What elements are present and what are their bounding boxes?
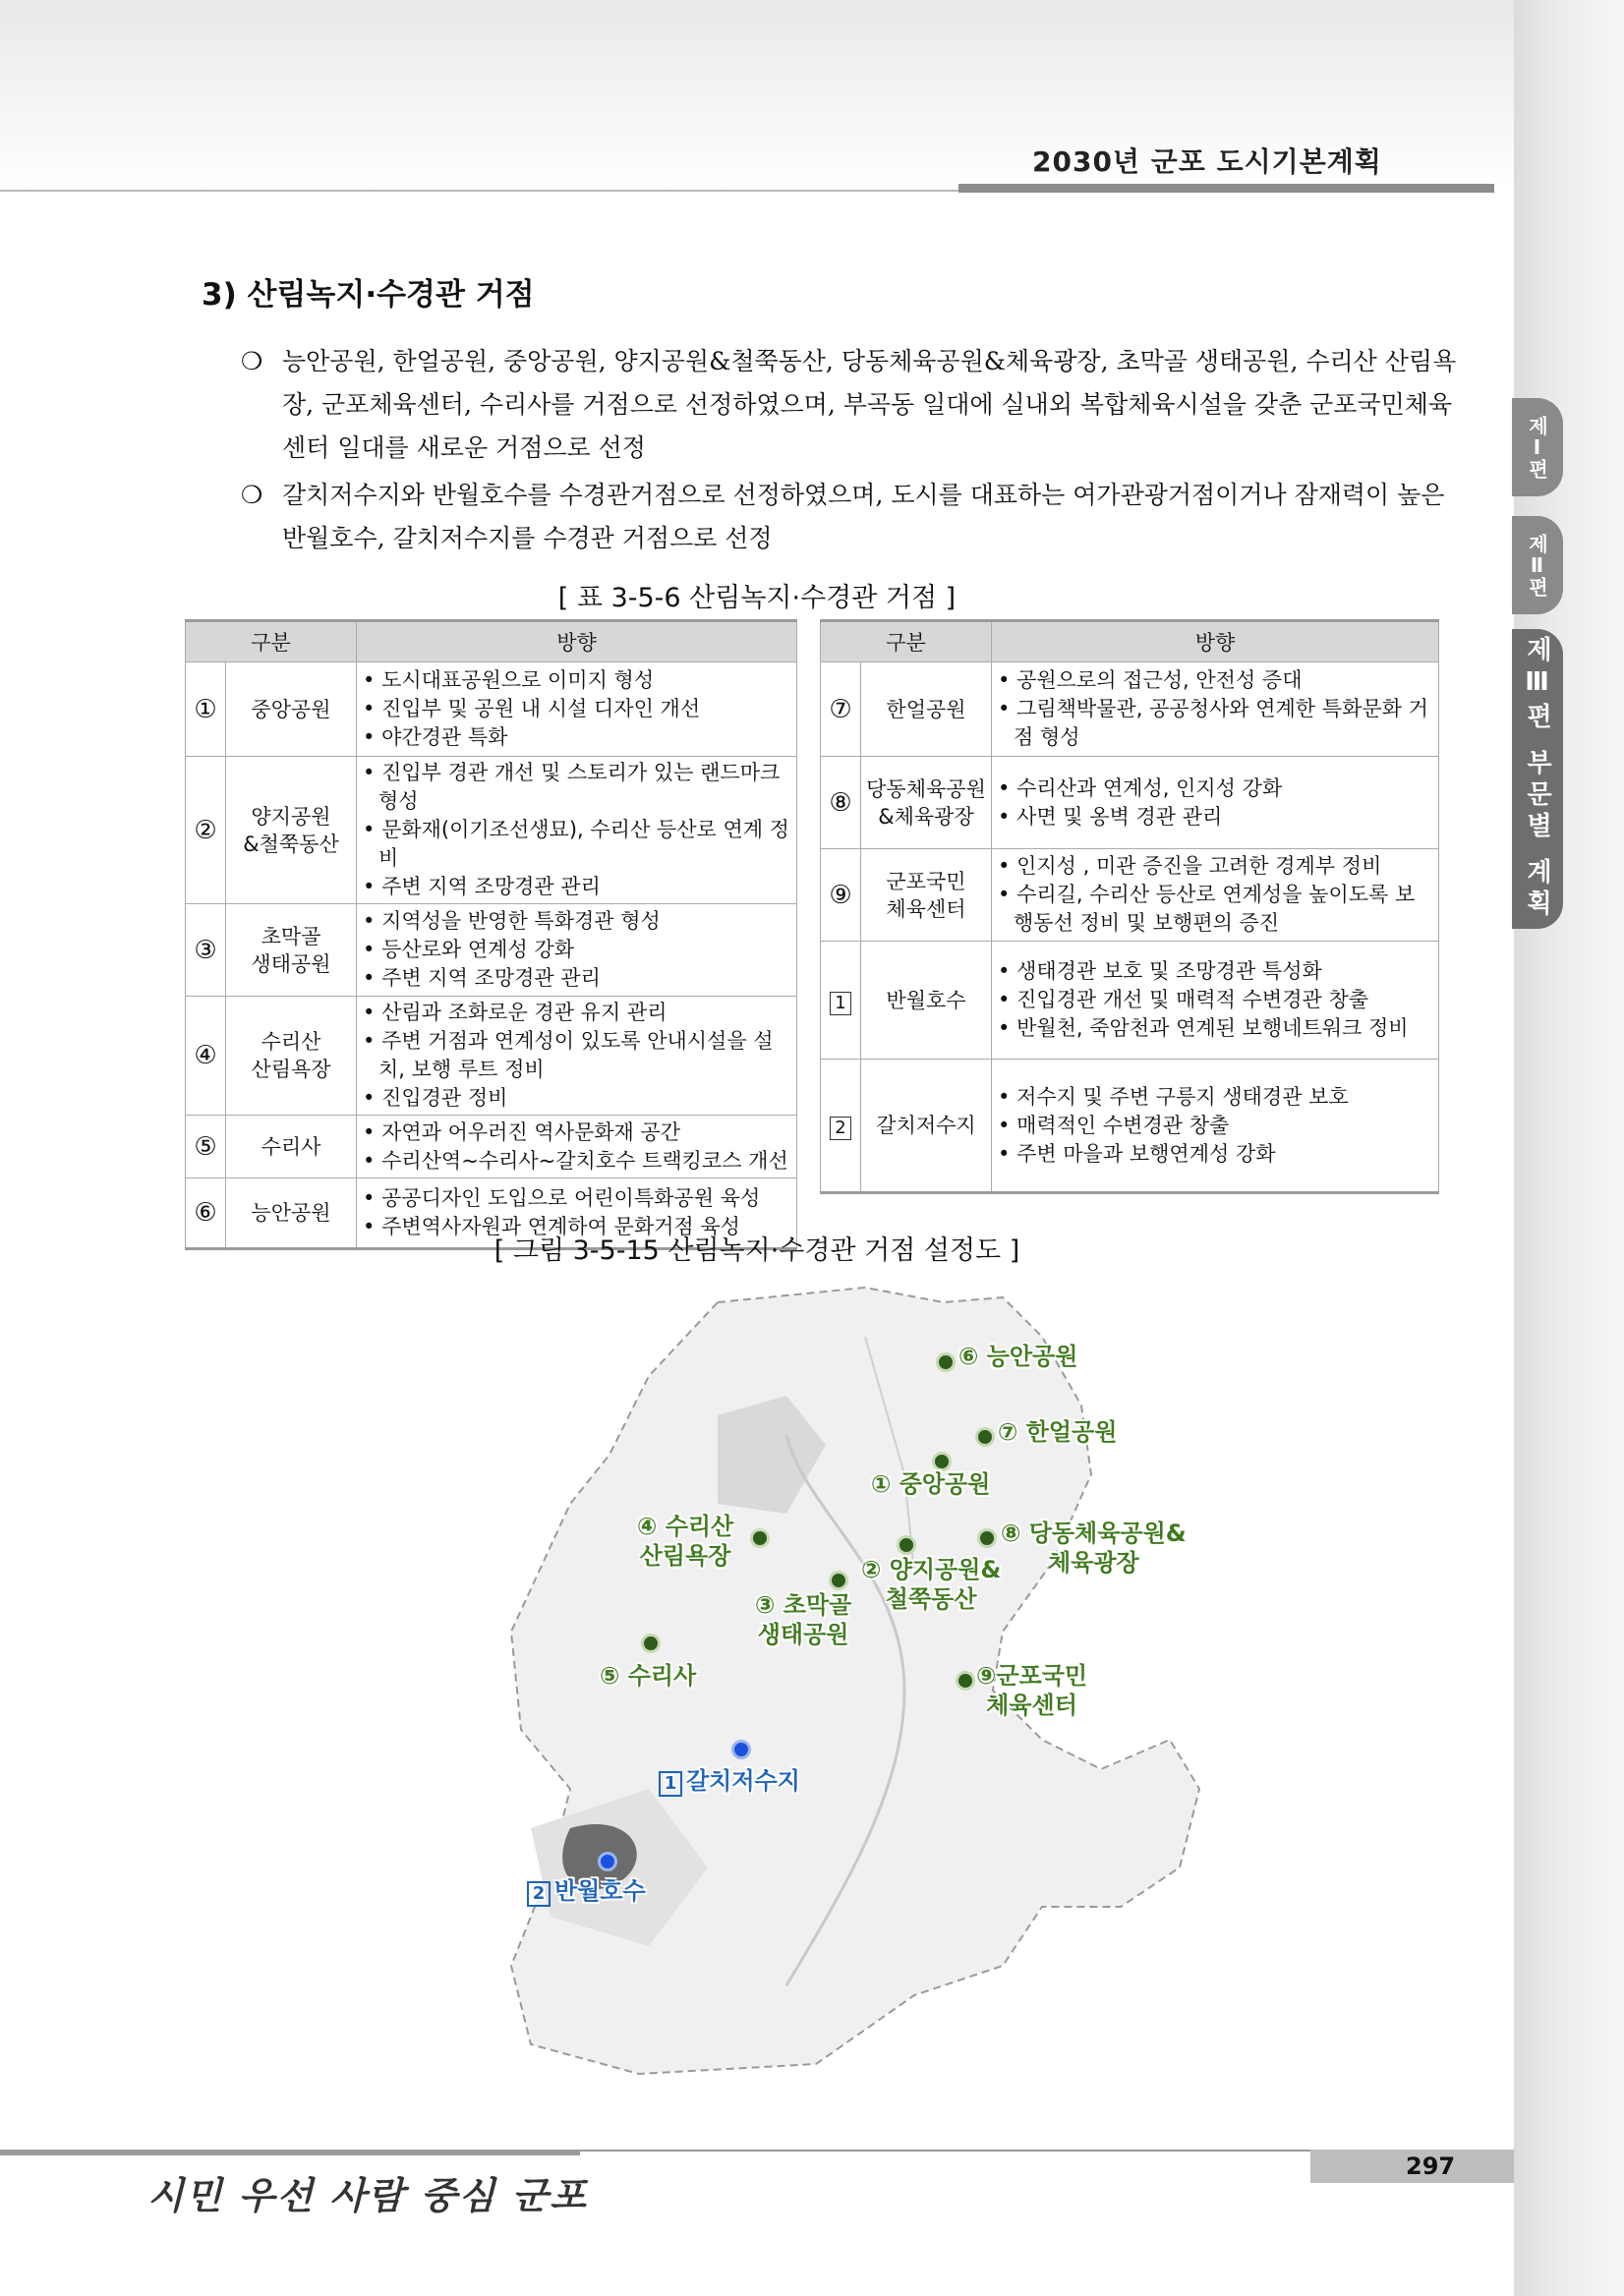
row-number: ② xyxy=(186,757,226,904)
direction-item: • 저수지 및 주변 구릉지 생태경관 보호 xyxy=(998,1083,1432,1112)
bullet-text: 갈치저수지와 반월호수를 수경관거점으로 선정하였으며, 도시를 대표하는 여가관광거점이거나 잠재력이 높은 반월호수, 갈치저수지를 수경관 거점으로 선정 xyxy=(282,481,1445,552)
row-name: 중앙공원 xyxy=(226,662,357,757)
direction-item: • 주변 지역 조망경관 관리 xyxy=(363,873,790,901)
map-label-9: ⑨군포국민 체육센터 xyxy=(976,1662,1088,1719)
section-title: 3) 산림녹지·수경관 거점 xyxy=(202,277,535,313)
bullet-text: 능안공원, 한얼공원, 중앙공원, 양지공원&철쭉동산, 당동체육공원&체육광장, 초막골 생태공원, 수리산 산림욕장, 군포체육센터, 수리사를 거점으로 선정하였으며, 부곡동 일대에 실내외 복합체육시설을 갖춘 군포국민체육센터 일대를 새로운 거점으로 선정 xyxy=(282,347,1457,462)
hub-map xyxy=(492,1278,1239,2084)
row-number: ① xyxy=(186,662,226,757)
map-point-6[interactable] xyxy=(936,1352,956,1372)
table-row xyxy=(821,662,1439,757)
table-caption: [ 표 3-5-6 산림녹지·수경관 거점 ] xyxy=(557,583,957,613)
map-label-3: ③ 초막골 생태공원 xyxy=(755,1591,852,1648)
row-directions xyxy=(357,904,797,997)
header-rule xyxy=(0,190,958,192)
row-number: 2 xyxy=(821,1060,861,1193)
map-label-8: ⑧ 당동체육공원& 체육광장 xyxy=(1001,1520,1187,1577)
header-category: 구분 xyxy=(821,621,992,662)
direction-item: • 수리산역~수리사~갈치호수 트랙킹코스 개선 xyxy=(363,1147,790,1176)
row-number: 1 xyxy=(821,942,861,1060)
row-name: 한얼공원 xyxy=(861,662,992,757)
map-label-6: ⑥ 능안공원 xyxy=(958,1343,1078,1370)
side-tab-part2[interactable]: 제Ⅱ편 xyxy=(1512,516,1563,614)
direction-item: • 진입부 및 공원 내 시설 디자인 개선 xyxy=(363,695,790,723)
map-label-banwol: 2 반월호수 xyxy=(527,1876,646,1907)
map-point-banwol[interactable] xyxy=(598,1852,617,1871)
header-category: 구분 xyxy=(186,621,357,662)
direction-item: • 수리산과 연계성, 인지성 강화 xyxy=(998,775,1432,803)
direction-item: • 주변역사자원과 연계하여 문화거점 육성 xyxy=(363,1213,790,1241)
table-row xyxy=(821,942,1439,1060)
direction-item: • 공원으로의 접근성, 안전성 증대 xyxy=(998,666,1432,695)
row-number: ③ xyxy=(186,904,226,997)
bullet-paragraph xyxy=(241,340,1465,470)
row-number: ⑨ xyxy=(821,849,861,942)
page-number: 297 xyxy=(1406,2152,1456,2180)
row-directions xyxy=(357,757,797,904)
row-name: 군포국민 체육센터 xyxy=(861,849,992,942)
row-directions xyxy=(357,662,797,757)
map-label-7: ⑦ 한얼공원 xyxy=(998,1418,1118,1446)
table-row xyxy=(186,1116,797,1178)
map-point-9[interactable] xyxy=(956,1671,975,1691)
bullet-marker: ❍ xyxy=(241,347,263,375)
bullet-marker: ❍ xyxy=(241,481,263,509)
header-direction: 방향 xyxy=(992,621,1439,662)
table-row xyxy=(821,849,1439,942)
row-name: 수리산 산림욕장 xyxy=(226,997,357,1116)
side-strip xyxy=(1514,0,1624,2296)
table-row xyxy=(186,904,797,997)
direction-item: • 사면 및 옹벽 경관 관리 xyxy=(998,803,1432,832)
table-row xyxy=(186,757,797,904)
bullet-paragraph xyxy=(241,474,1465,560)
direction-item: • 그림책박물관, 공공청사와 연계한 특화문화 거점 형성 xyxy=(998,695,1432,752)
row-directions xyxy=(992,849,1439,942)
side-tab-part1[interactable]: 제Ⅰ편 xyxy=(1512,398,1563,496)
direction-item: • 문화재(이기조선생묘), 수리산 등산로 연계 정비 xyxy=(363,816,790,873)
map-point-2-park[interactable] xyxy=(897,1535,916,1555)
direction-item: • 지역성을 반영한 특화경관 형성 xyxy=(363,907,790,936)
map-point-3[interactable] xyxy=(829,1571,848,1590)
row-number: ⑥ xyxy=(186,1178,226,1249)
table-row xyxy=(186,997,797,1116)
header-rule-accent xyxy=(958,184,1494,193)
table-row xyxy=(821,757,1439,849)
figure-caption: [ 그림 3-5-15 산림녹지·수경관 거점 설정도 ] xyxy=(493,1235,1020,1266)
hubs-table-right xyxy=(820,619,1439,1194)
direction-item: • 도시대표공원으로 이미지 형성 xyxy=(363,666,790,695)
map-point-7[interactable] xyxy=(975,1427,995,1447)
direction-item: • 주변 거점과 연계성이 있도록 안내시설을 설치, 보행 루트 정비 xyxy=(363,1027,790,1084)
row-name: 양지공원 &철쭉동산 xyxy=(226,757,357,904)
row-directions xyxy=(357,1116,797,1178)
row-directions xyxy=(992,1060,1439,1193)
row-name: 갈치저수지 xyxy=(861,1060,992,1193)
row-number: ⑧ xyxy=(821,757,861,849)
row-number: ⑦ xyxy=(821,662,861,757)
direction-item: • 진입경관 정비 xyxy=(363,1084,790,1113)
map-point-5[interactable] xyxy=(641,1634,661,1653)
direction-item: • 진입부 경관 개선 및 스토리가 있는 랜드마크 형성 xyxy=(363,759,790,816)
direction-item: • 매력적인 수변경관 창출 xyxy=(998,1112,1432,1140)
table-row xyxy=(186,662,797,757)
direction-item: • 생태경관 보호 및 조망경관 특성화 xyxy=(998,957,1432,986)
map-point-galchi[interactable] xyxy=(731,1740,751,1759)
document-title: 2030년 군포 도시기본계획 xyxy=(1032,145,1382,178)
row-name: 수리사 xyxy=(226,1116,357,1178)
footer-slogan: 시민 우선 사람 중심 군포 xyxy=(147,2173,588,2217)
row-directions xyxy=(992,662,1439,757)
direction-item: • 공공디자인 도입으로 어린이특화공원 육성 xyxy=(363,1184,790,1213)
direction-item: • 주변 마을과 보행연계성 강화 xyxy=(998,1140,1432,1169)
table-row xyxy=(821,1060,1439,1193)
direction-item: • 진입경관 개선 및 매력적 수변경관 창출 xyxy=(998,986,1432,1014)
map-label-galchi: 1 갈치저수지 xyxy=(659,1766,800,1797)
row-directions xyxy=(992,757,1439,849)
row-number: ⑤ xyxy=(186,1116,226,1178)
direction-item: • 주변 지역 조망경관 관리 xyxy=(363,964,790,993)
row-name: 반월호수 xyxy=(861,942,992,1060)
map-label-1: ① 중앙공원 xyxy=(871,1470,991,1498)
row-name: 능안공원 xyxy=(226,1178,357,1249)
row-number: ④ xyxy=(186,997,226,1116)
direction-item: • 수리길, 수리산 등산로 연계성을 높이도록 보행동선 정비 및 보행편의 증진 xyxy=(998,881,1432,938)
row-directions xyxy=(992,942,1439,1060)
direction-item: • 산림과 조화로운 경관 유지 관리 xyxy=(363,999,790,1027)
direction-item: • 반월천, 죽암천과 연계된 보행네트워크 정비 xyxy=(998,1014,1432,1043)
row-directions xyxy=(357,997,797,1116)
footer-rule-accent xyxy=(0,2150,580,2155)
row-name: 당동체육공원 &체육광장 xyxy=(861,757,992,849)
direction-item: • 자연과 어우러진 역사문화재 공간 xyxy=(363,1119,790,1147)
side-tab-part3[interactable]: 제Ⅲ편 부문별 계획 xyxy=(1512,629,1563,929)
map-label-5: ⑤ 수리사 xyxy=(600,1662,697,1690)
map-point-4[interactable] xyxy=(750,1528,770,1548)
hubs-table-left xyxy=(185,619,797,1250)
map-label-4: ④ 수리산 산림욕장 xyxy=(637,1513,734,1570)
map-point-1[interactable] xyxy=(932,1452,952,1471)
map-point-8[interactable] xyxy=(977,1528,997,1548)
direction-item: • 인지성 , 미관 증진을 고려한 경계부 정비 xyxy=(998,852,1432,881)
map-label-2-park: ② 양지공원& 철쭉동산 xyxy=(861,1556,1002,1613)
row-name: 초막골 생태공원 xyxy=(226,904,357,997)
direction-item: • 야간경관 특화 xyxy=(363,723,790,752)
direction-item: • 등산로와 연계성 강화 xyxy=(363,936,790,964)
header-direction: 방향 xyxy=(357,621,797,662)
